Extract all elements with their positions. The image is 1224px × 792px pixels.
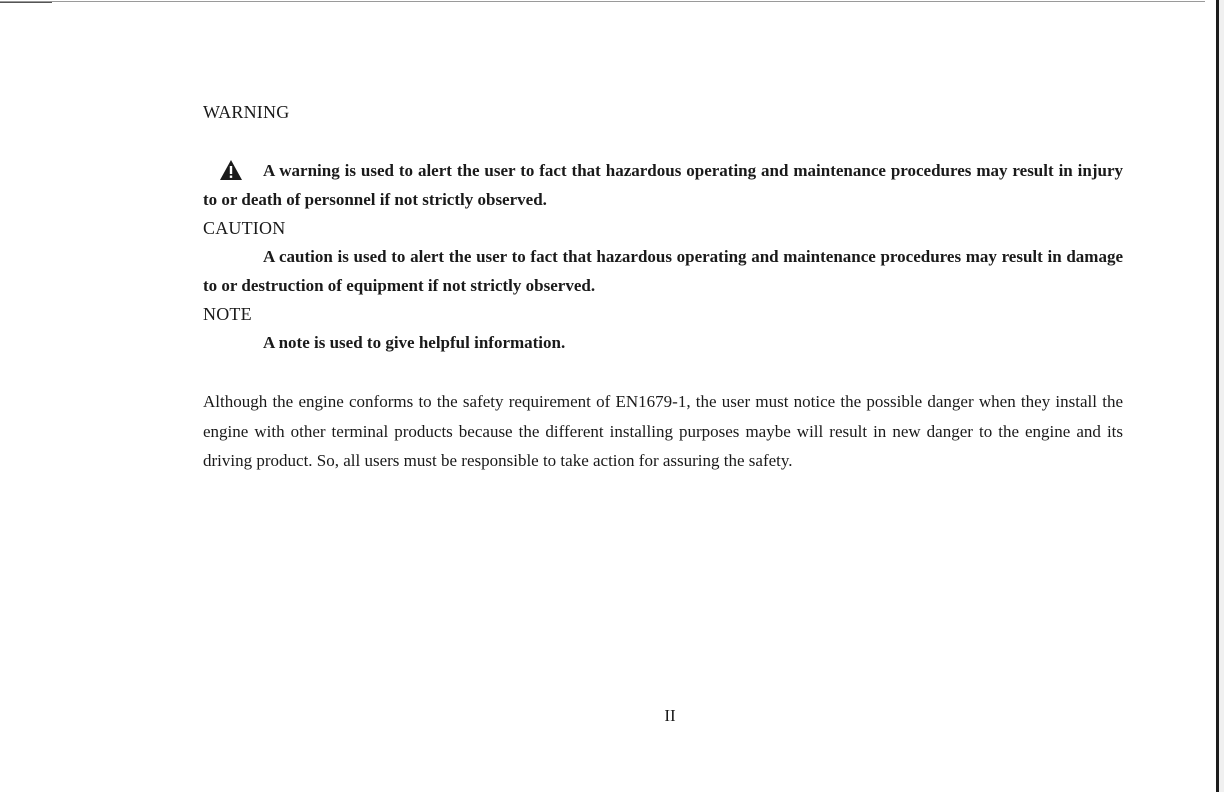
note-text: A note is used to give helpful information. <box>263 333 566 352</box>
page-number: II <box>664 706 676 725</box>
scan-right-border <box>1216 0 1219 792</box>
safety-paragraph: Although the engine conforms to the safety requirement of EN1679-1, the user must notice the possible danger when they install the engine with other terminal products because the different installing purposes maybe will result in new danger to the engine and its driving product. So, all users must be responsible to take action for assuring the safety. <box>203 392 1123 470</box>
section-spacer <box>203 357 1123 387</box>
scan-right-shadow <box>1219 0 1224 792</box>
caution-heading: CAUTION <box>203 218 286 238</box>
warning-text: A warning is used to alert the user to fact that hazardous operating and maintenance procedures may result in injury to or death of personnel if not strictly observed. <box>203 161 1123 209</box>
warning-triangle-icon <box>219 159 243 181</box>
scan-top-mark <box>0 2 52 3</box>
scan-top-border <box>0 1 1205 2</box>
caution-text: A caution is used to alert the user to fact that hazardous operating and maintenance procedures may result in damage to or destruction of equipment if not strictly observed. <box>203 247 1123 295</box>
document-page <box>203 98 1123 476</box>
note-heading: NOTE <box>203 304 252 324</box>
warning-heading: WARNING <box>203 102 290 122</box>
warning-section <box>203 156 1123 214</box>
